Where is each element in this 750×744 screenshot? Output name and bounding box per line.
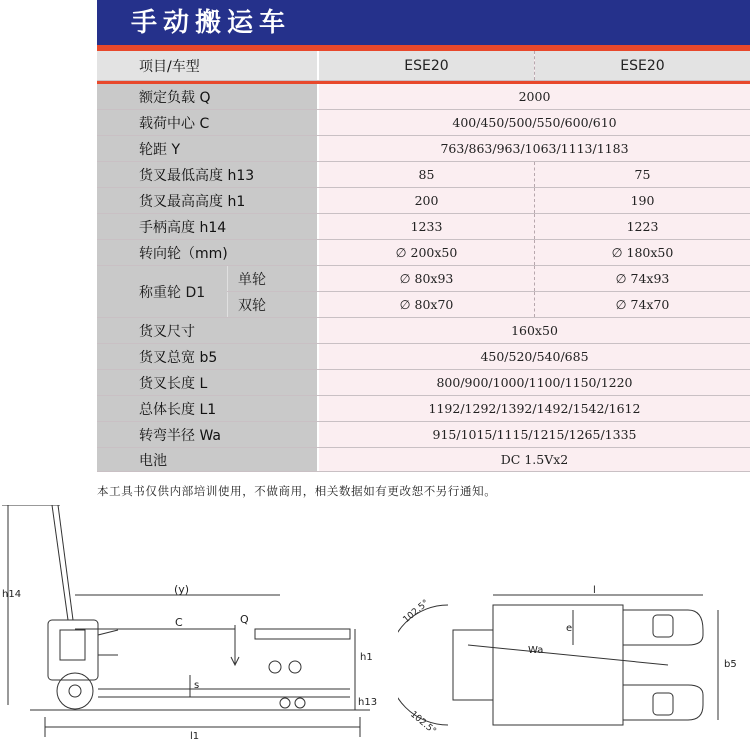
- row-value-a: ∅ 200x50: [319, 240, 534, 265]
- c-label: C: [175, 616, 183, 629]
- row-label: 载荷中心 C: [97, 110, 319, 135]
- q-label: Q: [240, 613, 249, 626]
- row-label: 货叉长度 L: [97, 370, 319, 395]
- b5-label: b5: [724, 659, 737, 670]
- row-value: 400/450/500/550/600/610: [319, 110, 750, 135]
- row-value-a: 85: [319, 162, 534, 187]
- row-value: 915/1015/1115/1215/1265/1335: [319, 422, 750, 447]
- row-value-a: 200: [319, 188, 534, 213]
- table-header-row: [97, 51, 750, 81]
- row-value: 450/520/540/685: [319, 344, 750, 369]
- table-row: [97, 318, 750, 344]
- row-label: 总体长度 L1: [97, 396, 319, 421]
- table-row: [97, 422, 750, 448]
- row-label: 转弯半径 Wa: [97, 422, 319, 447]
- row-label: 货叉最低高度 h13: [97, 162, 319, 187]
- table-row: [97, 240, 750, 266]
- row-label: 转向轮（mm): [97, 240, 319, 265]
- row-label: 轮距 Y: [97, 136, 319, 161]
- table-row: [97, 110, 750, 136]
- y-label: (y): [174, 583, 190, 596]
- table-row: [97, 396, 750, 422]
- table-row: [97, 370, 750, 396]
- load-wheel-single-row: [227, 266, 750, 292]
- page-title: 手动搬运车: [97, 0, 750, 45]
- row-value-b: 1223: [535, 214, 750, 239]
- row-value: 1192/1292/1392/1492/1542/1612: [319, 396, 750, 421]
- h1-label: h1: [360, 652, 373, 663]
- row-label: 货叉尺寸: [97, 318, 319, 343]
- h14-label: h14: [2, 589, 22, 600]
- table-row: [97, 214, 750, 240]
- l1-label: l1: [190, 731, 200, 742]
- angle-top-label: 102.5°: [401, 598, 432, 626]
- angle-bottom-label: 102.5°: [408, 709, 438, 737]
- single-wheel-value-a: ∅ 80x93: [319, 266, 534, 291]
- load-wheel-label: 称重轮 D1: [97, 266, 227, 318]
- load-wheel-double-row: [227, 292, 750, 318]
- header-model-a: ESE20: [319, 51, 534, 80]
- row-value: 800/900/1000/1100/1150/1220: [319, 370, 750, 395]
- header-model-b: ESE20: [535, 51, 750, 80]
- row-value-a: 1233: [319, 214, 534, 239]
- header-label: 项目/车型: [97, 51, 319, 80]
- double-wheel-value-b: ∅ 74x70: [535, 292, 750, 317]
- table-row: [97, 448, 750, 472]
- row-value: 2000: [319, 84, 750, 109]
- row-value-b: 75: [535, 162, 750, 187]
- h13-label: h13: [358, 697, 378, 708]
- table-row: [97, 344, 750, 370]
- l-label: l: [593, 585, 596, 596]
- row-label: 电池: [97, 448, 319, 471]
- single-wheel-label: 单轮: [227, 266, 319, 291]
- row-label: 货叉总宽 b5: [97, 344, 319, 369]
- single-wheel-value-b: ∅ 74x93: [535, 266, 750, 291]
- table-row: [97, 188, 750, 214]
- wa-label: Wa: [528, 645, 544, 656]
- disclaimer-note: 本工具书仅供内部培训使用，不做商用，相关数据如有更改恕不另行通知。: [97, 484, 497, 498]
- e-label: e: [566, 623, 573, 634]
- row-value: 763/863/963/1063/1113/1183: [319, 136, 750, 161]
- double-wheel-value-a: ∅ 80x70: [319, 292, 534, 317]
- row-value: DC 1.5Vx2: [319, 448, 750, 471]
- row-label: 货叉最高高度 h1: [97, 188, 319, 213]
- table-row: [97, 162, 750, 188]
- s-label: s: [194, 680, 200, 691]
- row-label: 额定负载 Q: [97, 84, 319, 109]
- table-row: [97, 84, 750, 110]
- top-view-drawing: [398, 585, 750, 744]
- side-view-drawing: [0, 505, 380, 744]
- table-row: [97, 136, 750, 162]
- row-label: 手柄高度 h14: [97, 214, 319, 239]
- row-value-b: ∅ 180x50: [535, 240, 750, 265]
- row-value: 160x50: [319, 318, 750, 343]
- row-value-b: 190: [535, 188, 750, 213]
- double-wheel-label: 双轮: [227, 292, 319, 317]
